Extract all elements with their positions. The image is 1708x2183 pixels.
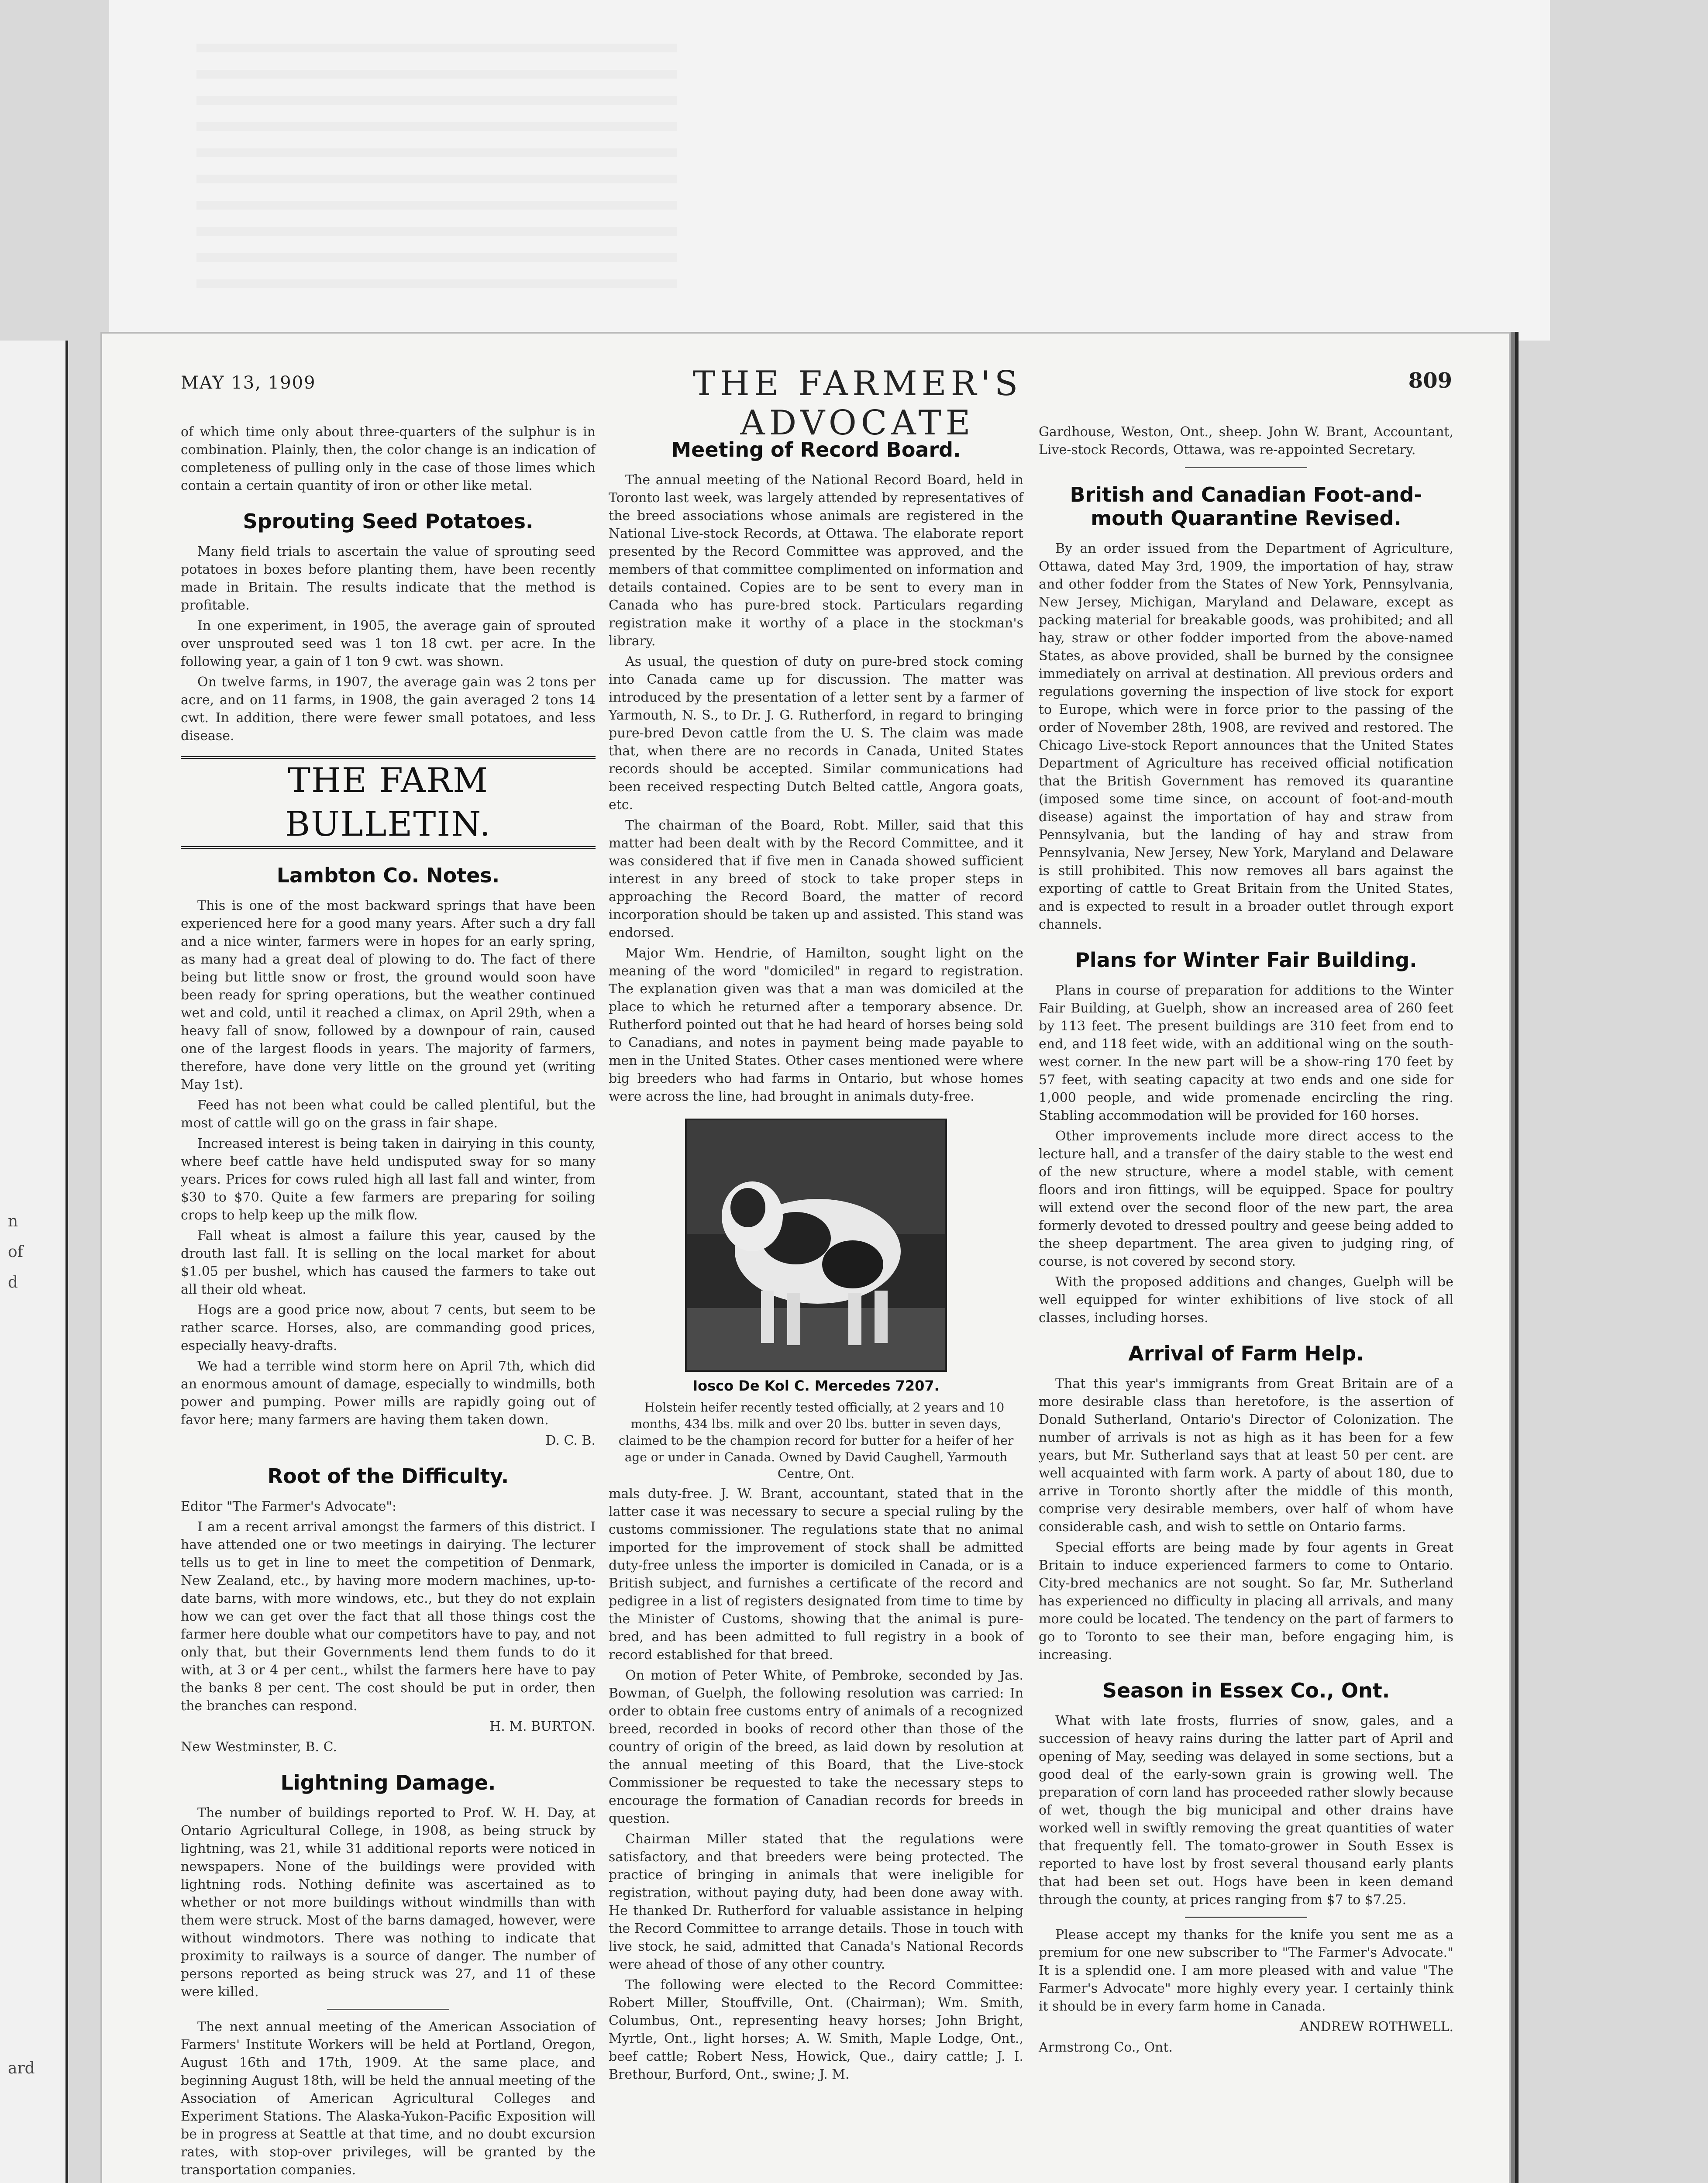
publication-title: THE FARMER'S ADVOCATE — [692, 364, 1023, 443]
signature: D. C. B. — [545, 1433, 596, 1448]
divider — [1185, 1917, 1307, 1918]
paragraph: The following were elected to the Record Committee: Robert Miller, Stouffville, Ont. (Chairman); Wm. Smith, Columbus, Ont., representing heavy horses; John Bright, Myrtle, Ont., light horses; A. W. Smith, Maple Lodge, Ont., beef cattle; Robert Ness, Howick, Que., dairy cattle; J. I. Brethour, Burford, Ont., swine; J. M. — [609, 1977, 1023, 2082]
issue-date: MAY 13, 1909 — [181, 373, 316, 393]
place-line: Armstrong Co., Ont. — [1039, 2040, 1173, 2055]
paragraph: By an order issued from the Department of Agriculture, Ottawa, dated May 3rd, 1909, the importation of hay, straw and other fodder from the States of New York, Pennsylvania, New Jersey, Michigan, Maryland and Delaware, except as packing material for breakable goods, was prohibited; and all hay, straw or other fodder imported from the above-named States, as above provided, shall be burned by the consignee immediately on arrival at destination. All previous orders and regulations governing the inspection of live stock for export to Europe, which were in force prior to the passing of the order of November 28th, 1908, are revived and restored. The Chicago Live-stock Report announces that the United States Department of Agriculture has received official notification that the British Government has removed its quarantine (imposed some time since, on account of foot-and-mouth disease) against the importation of hay and straw from Pennsylvania, but the landing of hay and straw from Pennsylvania, New Jersey, New York, Maryland and Delaware is still prohibited. This now removes all bars against the exporting of cattle to Great Britain from the United States, and is expected to result in a broader outlet through export channels. — [1039, 541, 1453, 932]
article-heading-lambton: Lambton Co. Notes. — [276, 864, 500, 887]
column-middle — [609, 423, 1023, 2086]
paragraph: Feed has not been what could be called plentiful, but the most of cattle will go on the grass in fair shape. — [181, 1098, 596, 1131]
paragraph: That this year's immigrants from Great Britain are of a more desirable class than heretofore, is the assertion of Donald Sutherland, Ontario's Director of Colonization. The number of arrivals is not as high as it has been for a few years, but Mr. Sutherland says that at least 50 per cent. are well acquainted with farm work. A party of about 180, due to arrive in Toronto shortly after the middle of this month, comprise very desirable members, over half of whom have considerable cash, and wish to settle on Ontario farms. — [1039, 1376, 1453, 1535]
paragraph: What with late frosts, flurries of snow, gales, and a succession of heavy rains during the latter part of April and opening of May, seeding was delayed in some sections, but a good deal of the early-sown grain is growing well. The preparation of corn land has proceeded rather slowly because of wet, though the big municipal and other drains have worked well in swiftly removing the great quantities of water that frequently fell. The tomato-grower in South Essex is reported to have lost by frost several thousand early plants that had been set out. Hogs have been in keen demand through the county, at prices ranging from $7 to $7.25. — [1039, 1713, 1453, 1908]
paragraph: of which time only about three-quarters of the sulphur is in combination. Plainly, then, the color change is an indication of completeness of pulling only in the case of those limes which contain a certain quantity of iron or other like metal. — [181, 424, 596, 493]
salutation: Editor "The Farmer's Advocate": — [181, 1499, 397, 1514]
paragraph: The annual meeting of the National Record Board, held in Toronto last week, was largely attended by representatives of the breed associations whose animals are registered in the National Live-stock Records, at Ottawa. The elaborate report presented by the Record Committee was approved, and the members of that committee complimented on information and details contained. Copies are to be sent to every man in Canada who has pure-bred stock. Particulars regarding registration make it worthy of a place in the stockman's library. — [609, 472, 1023, 649]
paragraph: mals duty-free. J. W. Brant, accountant, stated that in the latter case it was necessary to secure a special ruling by the customs commissioner. The regulations state that no animal imported for the improvement of stock shall be admitted duty-free unless the importer is domiciled in Canada, or is a British subject, and furnishes a certificate of the record and pedigree in a list of registers designated from time to time by the Minister of Customs, showing that the animal is pure-bred, and has been admitted to full registry in a book of record established for that breed. — [609, 1486, 1023, 1663]
paragraph: Many field trials to ascertain the value of sprouting seed potatoes in boxes before planting them, have been recently made in Britain. The results indicate that the method is profitable. — [181, 544, 596, 613]
paragraph: Please accept my thanks for the knife you sent me as a premium for one new subscriber to "The Farmer's Advocate." It is a splendid one. I am more pleased with and value "The Farmer's Advocate" more highly every year. I certainly think it should be in every farm home in Canada. — [1039, 1927, 1453, 2014]
paragraph: This is one of the most backward springs that have been experienced here for a good many years. After such a dry fall and a nice winter, farmers were in hopes for an early spring, as many had a great deal of plowing to do. The fact of there being but little snow or frost, the ground would soon have been ready for spring operations, but the weather continued wet and cold, until it reached a climax, on April 29th, when a heavy fall of snow, followed by a downpour of rain, caused one of the largest floods in years. The majority of farmers, therefore, have done very little on the ground yet (writing May 1st). — [181, 898, 596, 1092]
paragraph: We had a terrible wind storm here on April 7th, which did an enormous amount of damage, especially to windmills, both power and pumping. Power mills are rapidly going out of favor here; many farmers are having them taken down. — [181, 1359, 596, 1428]
page-number: 809 — [1408, 368, 1452, 393]
paragraph: I am a recent arrival amongst the farmers of this district. I have attended one or two meetings in dairying. The lecturer tells us to get in line to meet the competition of Denmark, New Zealand, etc., by having more modern machines, up-to-date barns, with more windows, etc., but they do not explain how we can get over the fact that all those things cost the farmer here double what our competitors have to pay, and not only that, but their Governments lend them funds to do it with, at 3 or 4 per cent., whilst the farmers here have to pay the banks 8 per cent. The cost should be put in order, then the branches can respond. — [181, 1519, 596, 1714]
fragment-text: ard — [8, 2059, 35, 2077]
paragraph: Gardhouse, Weston, Ont., sheep. John W. Brant, Accountant, Live-stock Records, Ottawa, was re-appointed Secretary. — [1039, 424, 1453, 458]
article-heading-fair: Plans for Winter Fair Building. — [1075, 948, 1417, 972]
article-heading-meeting: Meeting of Record Board. — [671, 438, 961, 461]
paragraph: Special efforts are being made by four agents in Great Britain to induce experienced farmers to come to Ontario. City-bred mechanics are not sought. So far, Mr. Sutherland has experienced no difficulty in placing all arrivals, and many more could be located. The tendency on the part of farmers to go to Toronto to see their man, before engaging him, is increasing. — [1039, 1540, 1453, 1663]
article-heading-quarantine: British and Canadian Foot-and-mouth Quarantine Revised. — [1070, 483, 1422, 530]
article-heading-lightning: Lightning Damage. — [280, 1771, 496, 1794]
column-left — [181, 423, 596, 2182]
paragraph: Fall wheat is almost a failure this year, caused by the drouth last fall. It is selling on the local market for about $1.05 per bushel, which has caused the farmers to take out all their old wheat. — [181, 1228, 596, 1297]
paragraph: Chairman Miller stated that the regulations were satisfactory, and that breeders were being protected. The practice of bringing in animals that were ineligible for registration, without paying duty, had been done away with. He thanked Dr. Rutherford for valuable assistance in helping the Record Committee to arrange details. Those in touch with live stock, he said, admitted that Canada's National Records were ahead of those of any other country. — [609, 1832, 1023, 1972]
paragraph: The next annual meeting of the American Association of Farmers' Institute Workers will be held at Portland, Oregon, August 16th and 17th, 1909. At the same place, and beginning August 18th, will be held the annual meeting of the Association of American Agricultural Colleges and Experiment Stations. The Alaska-Yukon-Pacific Exposition will be in progress at Seattle at that time, and no doubt excursion rates, with stop-over privileges, will be granted by the transportation companies. — [181, 2019, 596, 2178]
paragraph: With the proposed additions and changes, Guelph will be well equipped for winter exhibitions of live stock of all classes, including horses. — [1039, 1274, 1453, 1326]
fragment-text: d — [8, 1274, 18, 1291]
paragraph: In one experiment, in 1905, the average gain of sprouted over unsprouted seed was 1 ton 18 cwt. per acre. In the following year, a gain of 1 ton 9 cwt. was shown. — [181, 618, 596, 669]
fragment-text: of — [8, 1243, 23, 1261]
paragraph: Hogs are a good price now, about 7 cents, but seem to be rather scarce. Horses, also, are commanding good prices, especially heavy-drafts. — [181, 1302, 596, 1353]
signature: ANDREW ROTHWELL. — [1299, 2019, 1453, 2035]
paragraph: Plans in course of preparation for additions to the Winter Fair Building, at Guelph, show an increased area of 260 feet by 113 feet. The present buildings are 310 feet from end to end, and 118 feet wide, with an additional wing on the south-west corner. In the new part will be a show-ring 170 feet by 57 feet, with seating capacity at two ends and one side for 1,000 people, and wide promenade encircling the ring. Stabling accommodation will be provided for 160 horses. — [1039, 983, 1453, 1123]
article-heading-essex: Season in Essex Co., Ont. — [1102, 1679, 1390, 1702]
adjacent-page-fragment — [0, 341, 68, 2183]
cow-photograph — [685, 1119, 947, 1372]
holstein-heifer-image — [687, 1120, 945, 1370]
fragment-text: n — [8, 1212, 18, 1230]
bleed-through-text — [196, 26, 677, 288]
paragraph: On twelve farms, in 1907, the average gain was 2 tons per acre, and on 11 farms, in 1908, the gain averaged 2 tons 14 cwt. In addition, there were fewer small potatoes, and less disease. — [181, 675, 596, 744]
paragraph: The number of buildings reported to Prof. W. H. Day, at Ontario Agricultural College, in 1908, as being struck by lightning, was 21, while 31 additional reports were noticed in newspapers. None of the buildings were provided with lightning rods. Nothing definite was ascertained as to whether or not more buildings without windmills than with them were struck. Most of the barns damaged, however, were without windmotors. There was nothing to indicate that proximity to railways is a source of danger. The number of persons reported as being struck was 27, and 11 of these were killed. — [181, 1805, 596, 2000]
paragraph: As usual, the question of duty on pure-bred stock coming into Canada came up for discussion. The matter was introduced by the presentation of a letter sent by a farmer of Yarmouth, N. S., to Dr. J. G. Rutherford, in regard to bringing pure-bred Devon cattle from the U. S. The claim was made that, when there are no records in Canada, United States records should be accepted. Similar communications had been received respecting Dutch Belted cattle, Angora goats, etc. — [609, 654, 1023, 813]
article-heading-help: Arrival of Farm Help. — [1128, 1342, 1364, 1365]
signature: H. M. BURTON. — [489, 1719, 596, 1734]
divider — [327, 2009, 449, 2010]
photo-title: Iosco De Kol C. Mercedes 7207. — [692, 1377, 940, 1394]
paragraph: The chairman of the Board, Robt. Miller, said that this matter had been dealt with by the Record Committee, and it was considered that if five men in Canada showed sufficient interest in any breed of stock to take proper steps in approaching the Record Board, the matter of record incorporation should be taken up and assisted. This stand was endorsed. — [609, 818, 1023, 940]
paragraph: Major Wm. Hendrie, of Hamilton, sought light on the meaning of the word "domiciled" in regard to registration. The explanation given was that a man was domiciled at the place to which he returned after a temporary absence. Dr. Rutherford pointed out that he had heard of horses being sold to Canadians, and notes in payment being made payable to men in the United States. Other cases mentioned were where big breeders who had farms in Ontario, but whose homes were across the line, had brought in animals duty-free. — [609, 946, 1023, 1104]
paragraph: Other improvements include more direct access to the lecture hall, and a transfer of the dairy stable to the west end of the new structure, where a model stable, with cement floors and iron fittings, will be equipped. Space for poultry will extend over the second floor of the new part, the area formerly devoted to dressed poultry and geese being added to the sheep department. The area given to judging ring, of course, is not covered by second story. — [1039, 1129, 1453, 1269]
paragraph: On motion of Peter White, of Pembroke, seconded by Jas. Bowman, of Guelph, the following resolution was carried: In order to obtain free customs entry of animals of a recognized breed, recorded in books of record other than those of the country of origin of the breed, as laid down by resolution at the annual meeting of this Board, that the Live-stock Commissioner be requested to take the necessary steps to encourage the formation of Canadian records for breeds in question. — [609, 1668, 1023, 1826]
photo-caption: Holstein heifer recently tested officially, at 2 years and 10 months, 434 lbs. milk and over 20 lbs. butter in seven days, claimed to be the champion record for butter for a heifer of her age or under in Canada. Owned by David Caughell, Yarmouth Centre, Ont. — [618, 1400, 1014, 1481]
place-line: New Westminster, B. C. — [181, 1739, 337, 1755]
section-banner: THE FARM BULLETIN. — [181, 756, 596, 849]
divider — [1185, 467, 1307, 468]
paragraph: Increased interest is being taken in dairying in this county, where beef cattle have held undisputed sway for so many years. Prices for cows ruled high all last fall and winter, from $30 to $70. Quite a few farmers are preparing for soiling crops to help keep up the milk flow. — [181, 1136, 596, 1223]
bleed-through-area — [109, 0, 1550, 341]
article-heading-root: Root of the Difficulty. — [267, 1464, 509, 1488]
column-right — [1039, 423, 1453, 2059]
newspaper-page — [100, 332, 1511, 2183]
article-heading-sprouting: Sprouting Seed Potatoes. — [243, 510, 534, 533]
